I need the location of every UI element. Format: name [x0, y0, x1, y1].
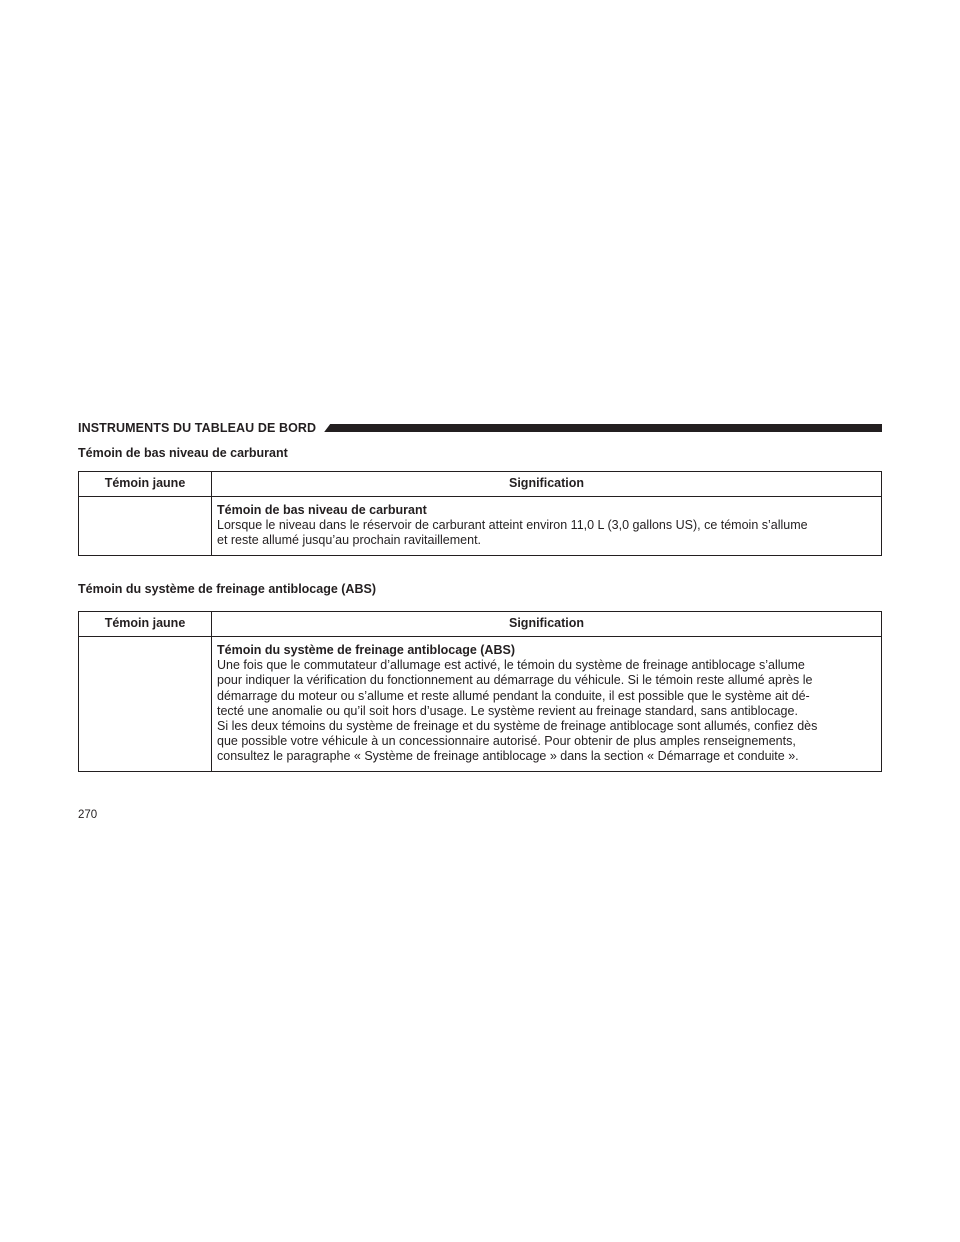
- table-header-row: [79, 472, 882, 497]
- col-header-meaning: Signification: [212, 612, 882, 637]
- meaning-cell: [212, 637, 882, 772]
- light-cell: [79, 637, 212, 772]
- fuel-warning-table: [78, 471, 882, 556]
- section-header: [78, 418, 882, 438]
- page-number: 270: [78, 809, 98, 821]
- fuel-section-title: Témoin de bas niveau de carburant: [78, 446, 288, 460]
- header-rule: [324, 424, 882, 432]
- col-header-light: Témoin jaune: [79, 472, 212, 497]
- meaning-cell: [212, 497, 882, 556]
- abs-warning-table: [78, 611, 882, 772]
- meaning-title: Témoin de bas niveau de carburant: [217, 503, 427, 517]
- col-header-meaning: Signification: [212, 472, 882, 497]
- abs-section-title: Témoin du système de freinage antiblocage (ABS): [78, 582, 376, 596]
- table-row: [79, 637, 882, 772]
- table-header-row: [79, 612, 882, 637]
- light-cell: [79, 497, 212, 556]
- table-row: [79, 497, 882, 556]
- meaning-title: Témoin du système de freinage antiblocage (ABS): [217, 643, 515, 657]
- col-header-light: Témoin jaune: [79, 612, 212, 637]
- meaning-text: Une fois que le commutateur d’allumage est activé, le témoin du système de freinage antiblocage s’allume pour indiquer la vérification du fonctionnement au démarrage du véhicule. Si le témoin reste allumé après le démarrage du moteur ou s’allume et reste allumé pendant la conduite, il est possible que le système ait dé- tecté une anomalie ou qu’il soit hors d’usage. Le système revient au freinage standard, sans antiblocage. Si les deux témoins du système de freinage et du système de freinage antiblocage sont allumés, confiez dès que possible votre véhicule à un concessionnaire autorisé. Pour obtenir de plus amples renseignements, consultez le paragraphe « Système de freinage antiblocage » dans la section « Démarrage et conduite ».: [217, 658, 818, 764]
- meaning-text: Lorsque le niveau dans le réservoir de carburant atteint environ 11,0 L (3,0 gallons US), ce témoin s’allume et reste allumé jusqu’au prochain ravitaillement.: [217, 518, 808, 548]
- header-title: INSTRUMENTS DU TABLEAU DE BORD: [78, 421, 317, 435]
